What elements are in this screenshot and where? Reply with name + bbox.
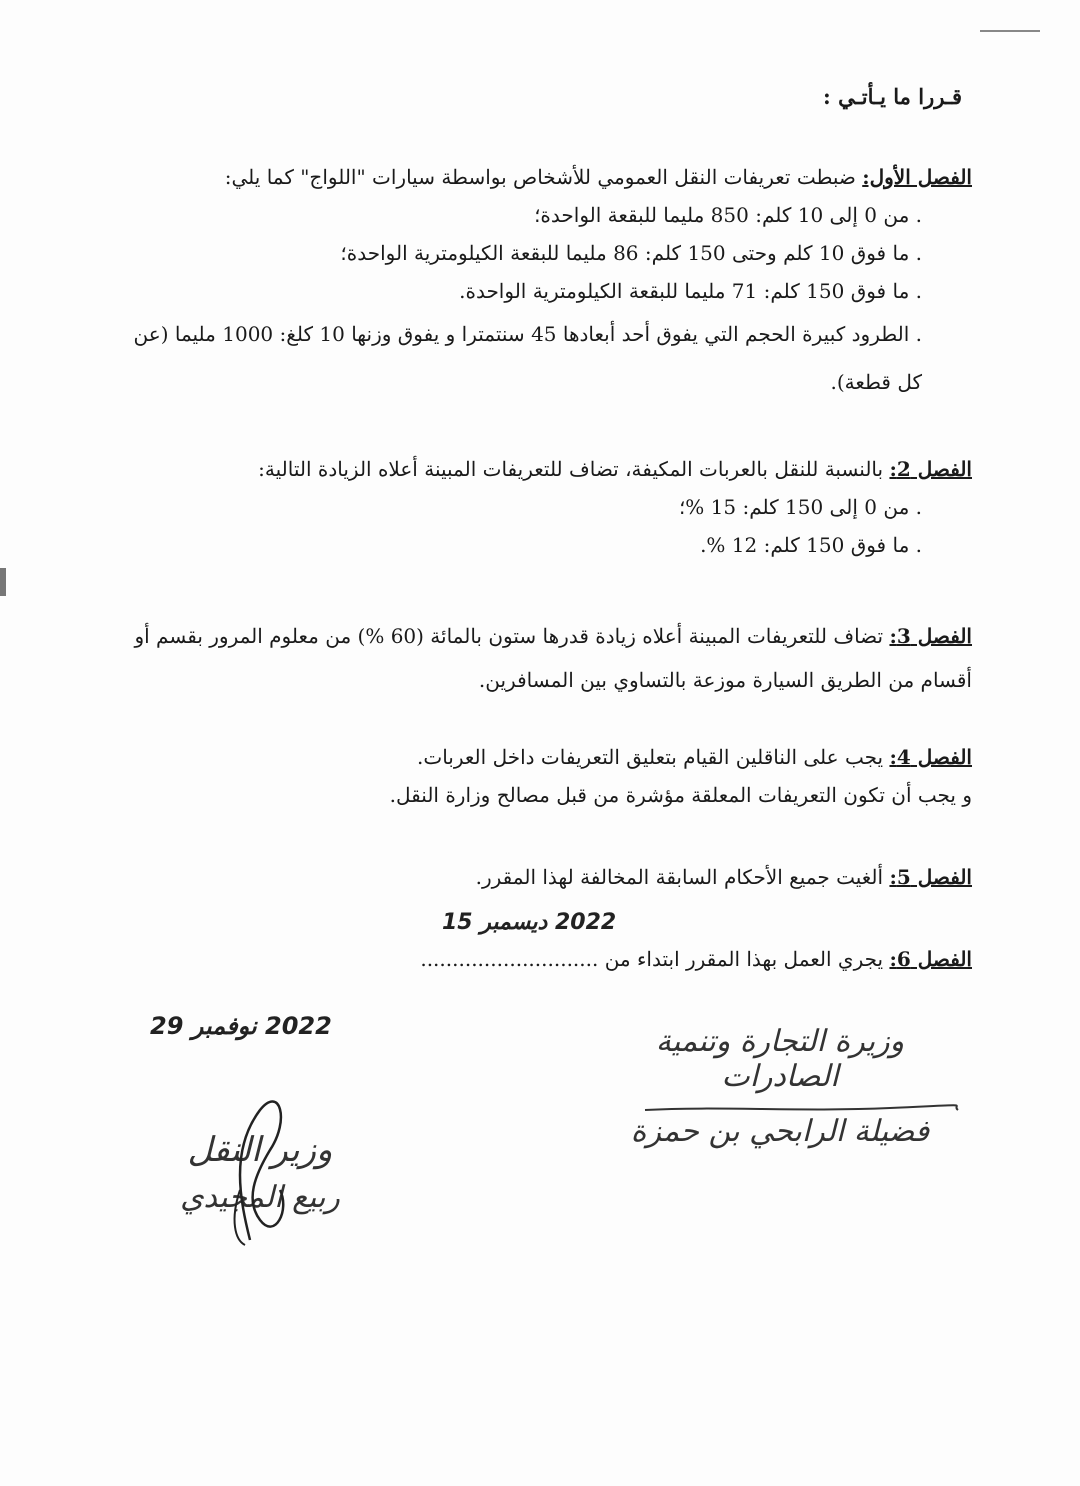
article-2-text [112, 450, 972, 488]
article-1-item: . ما فوق 150 كلم: 71 مليما للبقعة الكيلومترية الواحدة. [459, 279, 922, 303]
article-1-item: . من 0 إلى 10 كلم: 850 مليما للبقعة الواحدة؛ [534, 203, 922, 227]
article-1-item: . الطرود كبيرة الحجم التي يفوق أحد أبعادها 45 سنتمترا و يفوق وزنها 10 كلغ: 1000 مليما (عن كل قطعة). [133, 322, 922, 394]
article-2-body: بالنسبة للنقل بالعربات المكيفة، تضاف للتعريفات المبينة أعلاه الزيادة التالية: [258, 457, 890, 481]
article-6-title: الفصل 6: [889, 947, 972, 971]
stamp-date-top: 2022 ديسمبر 15 [442, 910, 617, 935]
stamp-date-left: 2022 نوفمبر 29 [150, 1012, 332, 1040]
article-4-body: يجب على الناقلين القيام بتعليق التعريفات داخل العربات. [417, 745, 890, 769]
handwritten-signature-icon [220, 1090, 310, 1250]
article-1 [112, 158, 972, 406]
signature-strike-icon [640, 1088, 960, 1128]
article-3-body: تضاف للتعريفات المبينة أعلاه زيادة قدرها ستون بالمائة (60 %) من معلوم المرور بقسم أو أقسام من الطريق السيارة موزعة بالتساوي بين المسافرين. [134, 624, 972, 692]
article-4-title: الفصل 4: [889, 745, 972, 769]
article-6 [112, 940, 972, 978]
article-5-body: ألغيت جميع الأحكام السابقة المخالفة لهذا المقرر. [475, 865, 890, 889]
scan-edge-mark [0, 568, 6, 596]
article-1-body: ضبطت تعريفات النقل العمومي للأشخاص بواسطة سيارات "اللواج" كما يلي: [224, 165, 863, 189]
article-1-text [112, 158, 972, 196]
article-4-line2: و يجب أن تكون التعريفات المعلقة مؤشرة من قبل مصالح وزارة النقل. [389, 783, 972, 807]
article-5-title: الفصل 5: [889, 865, 972, 889]
article-2-item: . ما فوق 150 كلم: 12 %. [700, 533, 922, 557]
scan-mark [980, 30, 1040, 32]
article-2 [112, 450, 972, 564]
article-1-title: الفصل الأول: [862, 165, 972, 189]
article-1-item: . ما فوق 10 كلم وحتى 150 كلم: 86 مليما للبقعة الكيلومترية الواحدة؛ [340, 241, 922, 265]
decision-heading: قـررا ما يـأتـي : [823, 84, 962, 109]
article-3 [112, 614, 972, 702]
minister-commerce-title: وزيرة التجارة وتنمية الصادرات [655, 1024, 905, 1094]
article-3-title: الفصل 3: [889, 624, 972, 648]
minister-commerce-signature-block [600, 1024, 960, 1149]
minister-transport-title: وزير النقل [187, 1130, 333, 1170]
article-2-title: الفصل 2: [889, 457, 972, 481]
article-5 [112, 858, 972, 896]
minister-commerce-name: فضيلة الرابحي بن حمزة [630, 1114, 930, 1149]
minister-transport-name: ربيع المجيدي [180, 1180, 340, 1215]
article-4-text [112, 738, 972, 776]
article-2-item: . من 0 إلى 150 كلم: 15 %؛ [678, 495, 922, 519]
article-4 [112, 738, 972, 814]
article-6-body: يجري العمل بهذا المقرر ابتداء من ............................ [420, 947, 890, 971]
